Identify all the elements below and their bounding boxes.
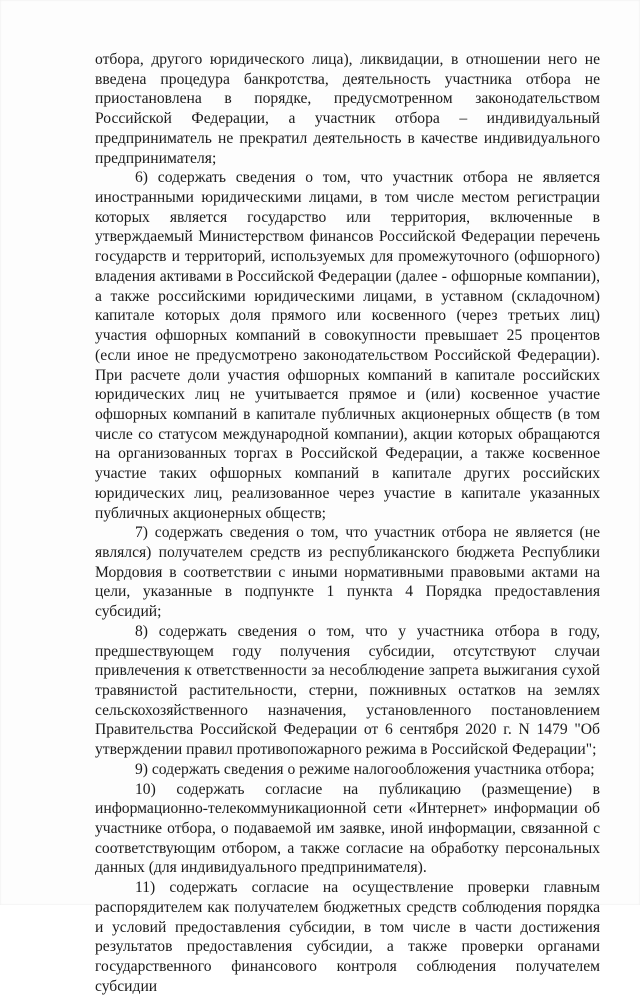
paragraph-item-10: 10) содержать согласие на публикацию (размещение) в информационно-телекоммуникационной сети «Интернет» информации об участнике отбора, о подаваемой им заявке, иной информации, связанной с соответствующим отбором, а также согласие на обработку персональных данных (для индивидуального предпринимателя). — [95, 780, 600, 877]
paragraph-item-9: 9) содержать сведения о режиме налогообложения участника отбора; — [135, 760, 595, 778]
paragraph-item-6: 6) содержать сведения о том, что участник отбора не является иностранными юридическими лицами, в том числе местом регистрации которых является государство или территория, включенные в утверждаемый Министерством финансов Российской Федерации перечень государств и территорий, используемых для промежуточного (офшорного) владения активами в Российской Федерации (далее - офшорные компании), а также российскими юридическими лицами, в уставном (складочном) капитале которых доля прямого или косвенного (через третьих лиц) участия офшорных компаний в совокупности превышает 25 процентов (если иное не предусмотрено законодательством Российской Федерации). При расчете доли участия офшорных компаний в капитале российских юридических лиц не учитывается прямое и (или) косвенное участие офшорных компаний в капитале публичных акционерных обществ (в том числе со статусом международной компании), акции которых обращаются на организованных торгах в Российской Федерации, а также косвенное участие таких офшорных компаний в капитале других российских юридических лиц, реализованное через участие в капитале указанных публичных акционерных обществ; — [95, 169, 600, 522]
paragraph-item-8: 8) содержать сведения о том, что у участника отбора в году, предшествующем году получения субсидии, отсутствуют случаи привлечения к ответственности за несоблюдение запрета выжигания сухой травянистой растительности, стерни, пожнивных остатков на землях сельскохозяйственного назначения, установленного постановлением Правительства Российской Федерации от 6 сентября 2020 г. N 1479 "Об утверждении правил противопожарного режима в Российской Федерации"; — [95, 622, 600, 759]
paragraph-item-11: 11) содержать согласие на осуществление проверки главным распорядителем как получателем бюджетных средств соблюдения порядка и условий предоставления субсидии, в том числе в части достижения результатов предоставления субсидии, а также проверки органами государственного финансового контроля соблюдения получателем субсидии — [95, 879, 600, 995]
paragraph-continuation: отбора, другого юридического лица), ликвидации, в отношении него не введена процедура банкротства, деятельность участника отбора не приостановлена в порядке, предусмотренном законодательством Российской Федерации, а участник отбора – индивидуальный предприниматель не прекратил деятельность в качестве индивидуального предпринимателя; — [95, 51, 600, 167]
document-body — [95, 50, 600, 997]
paragraph-item-7: 7) содержать сведения о том, что участник отбора не является (не являлся) получателем средств из республиканского бюджета Республики Мордовия в соответствии с иными нормативными правовыми актами на цели, указанные в подпункте 1 пункта 4 Порядка предоставления субсидий; — [95, 524, 600, 621]
